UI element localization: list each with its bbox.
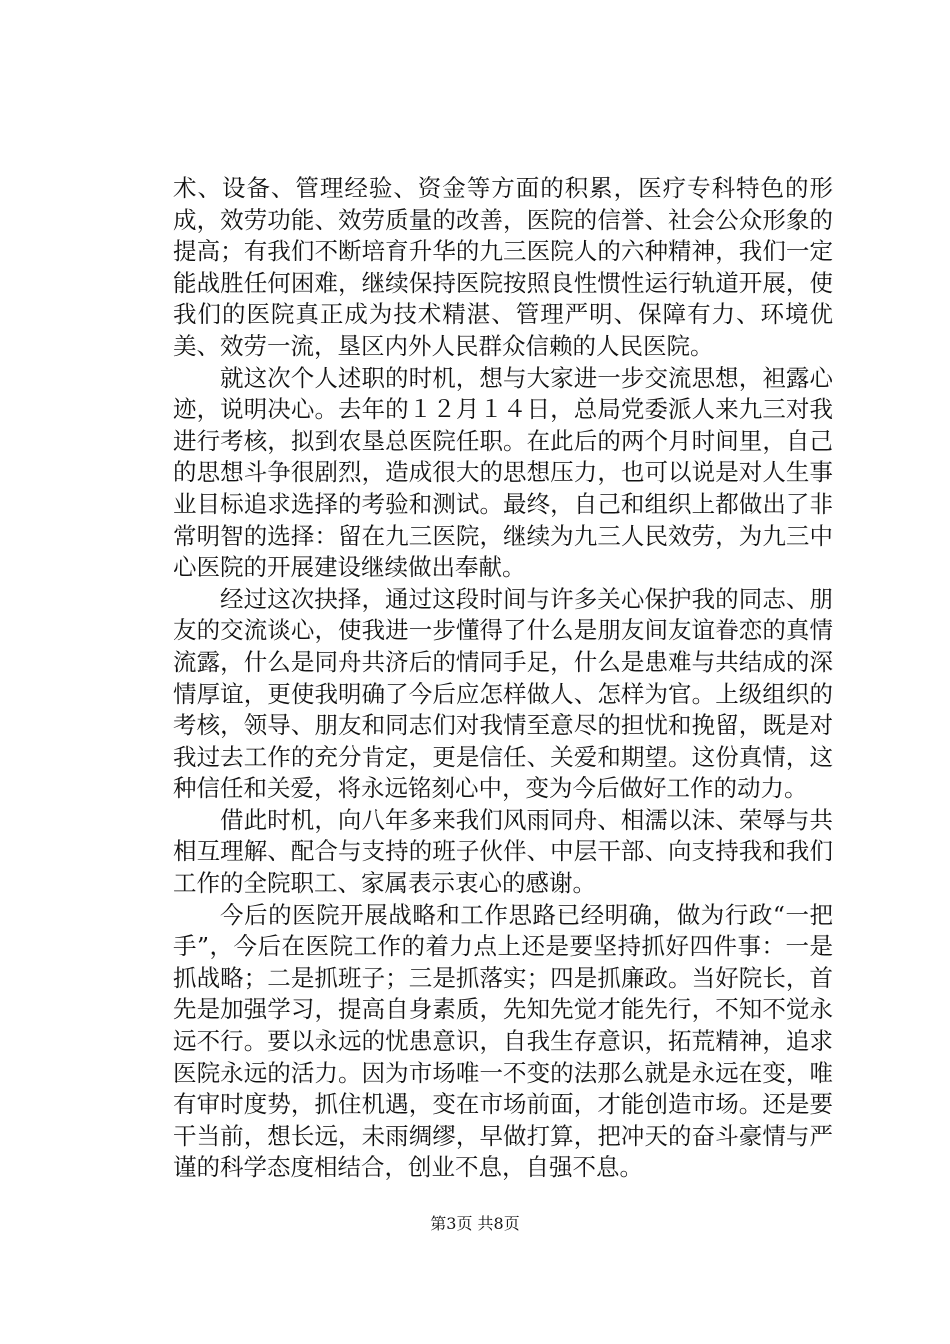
page-number: 第3页 共8页: [430, 1214, 520, 1233]
paragraph: 就这次个人述职的时机，想与大家进一步交流思想，袒露心迹，说明决心。去年的１２月１４日，总局党委派人来九三对我进行考核，拟到农垦总医院任职。在此后的两个月时间里，自己的思想斗争很剧烈，造成很大的思想压力，也可以说是对人生事业目标追求选择的考验和测试。最终，自己和组织上都做出了非常明智的选择：留在九三医院，继续为九三人民效劳，为九三中心医院的开展建设继续做出奉献。: [173, 363, 833, 582]
paragraph: 术、设备、管理经验、资金等方面的积累，医疗专科特色的形成，效劳功能、效劳质量的改善，医院的信誉、社会公众形象的提高；有我们不断培育升华的九三医院人的六种精神，我们一定能战胜任何困难，继续保持医院按照良性惯性运行轨道开展，使我们的医院真正成为技术精湛、管理严明、保障有力、环境优美、效劳一流，垦区内外人民群众信赖的人民医院。: [173, 174, 833, 360]
document-body: [173, 173, 833, 1184]
paragraph: 经过这次抉择，通过这段时间与许多关心保护我的同志、朋友的交流谈心，使我进一步懂得了什么是朋友间友谊眷恋的真情流露，什么是同舟共济后的情同手足，什么是患难与共结成的深情厚谊，更使我明确了今后应怎样做人、怎样为官。上级组织的考核，领导、朋友和同志们对我情至意尽的担忧和挽留，既是对我过去工作的充分肯定，更是信任、关爱和期望。这份真情，这种信任和关爱，将永远铭刻心中，变为今后做好工作的动力。: [173, 584, 833, 803]
page-footer: [0, 1214, 950, 1234]
paragraph: 借此时机，向八年多来我们风雨同舟、相濡以沫、荣辱与共相互理解、配合与支持的班子伙伴、中层干部、向支持我和我们工作的全院职工、家属表示衷心的感谢。: [173, 805, 833, 898]
paragraph: 今后的医院开展战略和工作思路已经明确，做为行政“一把手”，今后在医院工作的着力点上还是要坚持抓好四件事：一是抓战略；二是抓班子；三是抓落实；四是抓廉政。当好院长，首先是加强学习，提高自身素质，先知先觉才能先行，不知不觉永远不行。要以永远的忧患意识，自我生存意识，拓荒精神，追求医院永远的活力。因为市场唯一不变的法那么就是永远在变，唯有审时度势，抓住机遇，变在市场前面，才能创造市场。还是要干当前，想长远，未雨绸缪，早做打算，把冲天的奋斗豪情与严谨的科学态度相结合，创业不息，自强不息。: [173, 900, 833, 1182]
